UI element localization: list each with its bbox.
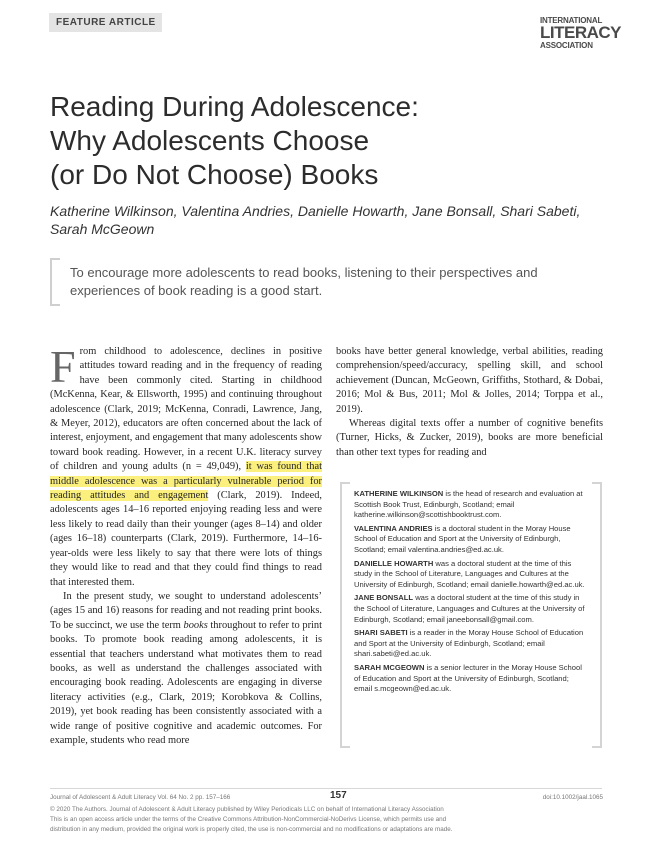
bio-name: VALENTINA ANDRIES (354, 523, 433, 533)
author-list: Katherine Wilkinson, Valentina Andries, Danielle Howarth, Jane Bonsall, Shari Sabeti, Sarah McGeown (50, 203, 581, 237)
bio-text: is the head of research and evaluation at Scottish Book Trust, Edinburgh, Scotland; email katherine.wilkinson@scottishbooktrust.com. (354, 489, 583, 520)
bio-name: SARAH MCGEOWN (354, 662, 425, 672)
bio-text: is a reader in the Moray House School of Education and Sport at the University of Edinburgh, Scotland; email shari.sabeti@ed.ac.uk. (354, 628, 584, 659)
logo-line-3: ASSOCIATION (540, 41, 593, 50)
feature-article-label: FEATURE ARTICLE (49, 13, 162, 32)
bio-text: is a senior lecturer in the Moray House School of Education and Sport at the University of Edinburgh, Scotland; email s.mcgeown@ed.ac.uk. (354, 662, 582, 694)
title-line: Reading During Adolescence: (50, 91, 419, 122)
pull-quote-text: To encourage more adolescents to read books, listening to their perspectives and experiences of book reading is a good start. (70, 265, 538, 298)
bio-name: KATHERINE WILKINSON (354, 489, 444, 498)
author-bio-list (354, 489, 588, 698)
bio-name: DANIELLE HOWARTH (354, 558, 434, 568)
author-bio (354, 593, 588, 625)
author-bio (354, 489, 588, 521)
logo-line-1: INTERNATIONAL (540, 16, 603, 25)
paragraph-text: rom childhood to adolescence, declines in positive attitudes toward reading and in the frequency of reading have been commonly cited. Starting in childhood (McKenna, Kear, & Ellsworth, 1995) and continuing throughout adolescence (Clark, 2019; McKenna, Conradi, Lawrence, Jang, & Meyer, 2012), educators are often concerned about the lack of interest, enjoyment, and engagement that many adolescents show toward book reading. However, in a recent U.K. literacy survey of children and young adults (n = 49,049), (50, 346, 322, 473)
paragraph-text: In the present study, we sought to understand adolescents’ (ages 15 and 16) reasons for reading and not reading print books. To be succinct, we use the term (50, 590, 322, 631)
drop-cap: F (50, 341, 76, 392)
paragraph-text: throughout to refer to print books. To promote book reading among adolescents, it is essential that teachers understand what motivates them to read books, as well as understand the challenges associated with encouraging book reading. Adolescents are engaging in diverse literacy activities (e.g., Clark, 2019; Korobkova & Collins, 2019), yet book reading has been consistently associated with a wide range of positive cognitive and academic outcomes. For example, students who read more (50, 619, 323, 746)
body-paragraph: books have better general knowledge, verbal abilities, reading comprehension/speed/accuracy, spelling skill, and school achievement (Duncan, McGeown, Griffiths, Stothard, & Dobai, 2016; Mol & Bus, 2011; Mol & Jolles, 2014; Torppa et al., 2019). (336, 346, 603, 415)
page-number: 157 (330, 790, 347, 801)
license-line: This is an open access article under the terms of the Creative Commons Attribution-NonCommercial-NoDerivs License, which permits use and (50, 816, 447, 823)
logo-line-2: LITERACY (540, 23, 621, 42)
journal-citation: Journal of Adolescent & Adult Literacy Vol. 64 No. 2 pp. 157–166 (50, 794, 231, 801)
author-bio (354, 559, 588, 591)
license-line: distribution in any medium, provided the original work is properly cited, the use is non-commercial and no modifications or adaptations are made. (50, 826, 453, 833)
doi-text: doi:10.1002/jaal.1065 (542, 794, 603, 801)
emphasis-text: books (183, 619, 208, 631)
copyright-line: © 2020 The Authors. Journal of Adolescent & Adult Literacy published by Wiley Periodicals LLC on behalf of International Literacy Association (50, 806, 444, 813)
bio-text: is a doctoral student in the Moray House School of Education and Sport at the University of Edinburgh, Scotland; email valentina.andries@ed.ac.uk. (354, 523, 571, 554)
bio-bracket-left (340, 482, 350, 748)
ila-logo (540, 16, 621, 50)
highlighted-text: it was found that middle adolescence was a particularly vulnerable period for reading attitudes and engagement (50, 461, 322, 502)
bio-name: SHARI SABETI (354, 628, 408, 638)
pull-quote (50, 258, 602, 304)
bio-text: was a doctoral student at the time of this study in the School of Literature, Languages and Cultures at the University of Edinburgh, Scotland; email janeebonsall@gmail.com. (354, 593, 585, 624)
bio-bracket-right (592, 482, 602, 748)
article-title (50, 90, 570, 192)
footer-divider (50, 788, 602, 789)
pull-quote-bracket (50, 258, 60, 306)
author-bio (354, 663, 588, 695)
body-column-right (336, 345, 603, 460)
body-paragraph (50, 341, 322, 590)
author-bio (354, 524, 588, 556)
page-footer (50, 790, 603, 835)
body-paragraph: Whereas digital texts offer a number of cognitive benefits (Turner, Hicks, & Zucker, 2019), books are more beneficial than other text types for reading and (336, 418, 603, 458)
title-line: Why Adolescents Choose (50, 125, 370, 156)
bio-text: was a doctoral student at the time of this study in the School of Literature, Languages and Cultures at the University of Edinburgh, Scotland; email danielle.howarth@ed.ac.uk. (354, 558, 585, 589)
author-bio-box (340, 482, 602, 746)
body-column-left (50, 341, 323, 748)
bio-name: JANE BONSALL (354, 593, 414, 603)
paragraph-text: (Clark, 2019). Indeed, adolescents ages 14–16 reported enjoying reading less and were less likely to read daily than their younger (ages 8–14) and older (ages 16–18) counterparts (Clark, 2019). Furthermore, 14–16-year-olds were less likely to say that there were lots of things they would like to read and that they could find things to read that interested them. (50, 490, 322, 588)
body-paragraph (50, 590, 322, 748)
title-line: (or Do Not Choose) Books (50, 159, 379, 190)
author-bio (354, 628, 588, 660)
